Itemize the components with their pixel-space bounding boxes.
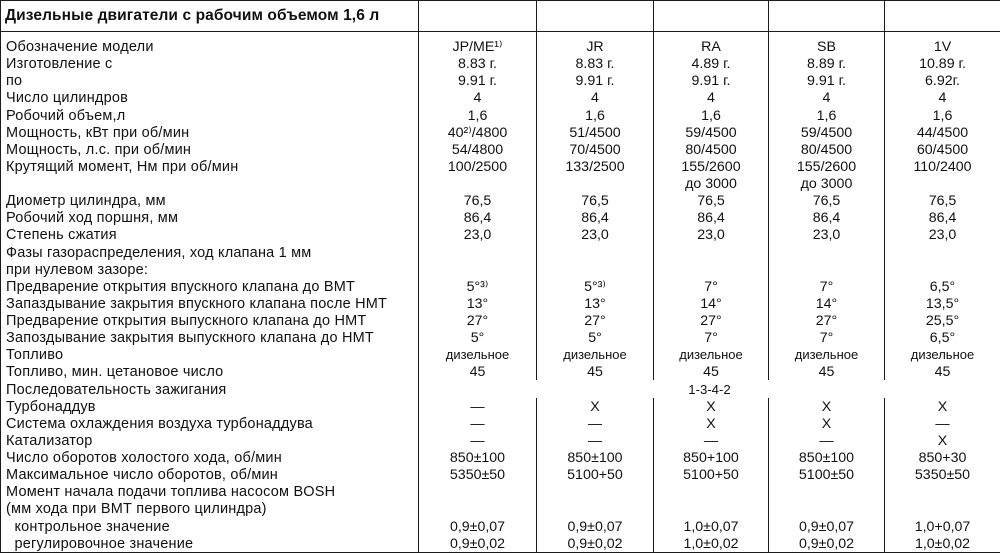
value-cell: 1,0±0,07: [654, 517, 769, 534]
value-cell: —: [885, 415, 1000, 432]
row-label: (мм хода при ВМТ первого цилиндра): [1, 500, 419, 517]
value-cell: дизельное: [769, 346, 885, 363]
value-cell: 9.91 г.: [537, 72, 654, 89]
value-cell: 4: [537, 89, 654, 106]
table-row: [1, 243, 1000, 260]
row-label: Мощность, л.с. при об/мин: [1, 141, 419, 158]
table-row: [1, 175, 1000, 192]
value-cell: [769, 243, 885, 260]
value-cell: 76,5: [885, 192, 1000, 209]
value-cell: 7°: [769, 278, 885, 295]
value-cell: X: [654, 415, 769, 432]
value-cell: 76,5: [769, 192, 885, 209]
table-title: Дизельные двигатели с рабочим объемом 1,6 л: [1, 1, 419, 32]
value-cell: [769, 483, 885, 500]
value-cell: 1,6: [537, 106, 654, 123]
value-cell: 27°: [419, 312, 537, 329]
table-row: [1, 483, 1000, 500]
value-cell: —: [419, 432, 537, 449]
value-cell: [654, 261, 769, 278]
value-cell: 59/4500: [654, 124, 769, 141]
value-cell: SB: [769, 38, 885, 55]
value-cell: [769, 261, 885, 278]
value-cell: 5100+50: [537, 466, 654, 483]
value-cell: 14°: [769, 295, 885, 312]
value-cell: X: [885, 398, 1000, 415]
value-cell: 5°: [419, 329, 537, 346]
value-cell: 0,9±0,02: [769, 535, 885, 553]
value-cell: 0,9±0,07: [419, 517, 537, 534]
value-cell: 76,5: [654, 192, 769, 209]
value-cell: 9.91 г.: [654, 72, 769, 89]
value-cell: 0,9±0,07: [769, 517, 885, 534]
value-cell: 1,6: [885, 106, 1000, 123]
value-cell: [654, 243, 769, 260]
table-row: [1, 89, 1000, 106]
value-cell: до 3000: [654, 175, 769, 192]
value-cell: дизельное: [654, 346, 769, 363]
value-cell: дизельное: [885, 346, 1000, 363]
row-label: при нулевом зазоре:: [1, 261, 419, 278]
value-cell: 45: [419, 363, 537, 380]
value-cell: 51/4500: [537, 124, 654, 141]
value-cell: 13°: [537, 295, 654, 312]
value-cell: [419, 500, 537, 517]
value-cell: [537, 500, 654, 517]
row-label: Изготовление с: [1, 55, 419, 72]
table-row: [1, 106, 1000, 123]
value-cell: 4: [654, 89, 769, 106]
value-cell: 8.83 г.: [419, 55, 537, 72]
value-cell: [419, 243, 537, 260]
row-label: Фазы газораспределения, ход клапана 1 мм: [1, 243, 419, 260]
value-cell: 80/4500: [769, 141, 885, 158]
value-cell: до 3000: [769, 175, 885, 192]
value-cell: 8.89 г.: [769, 55, 885, 72]
row-label: Максимальное число оборотов, об/мин: [1, 466, 419, 483]
value-cell: 23,0: [419, 226, 537, 243]
value-cell: —: [537, 432, 654, 449]
header-cell: [419, 1, 537, 32]
row-label: Топливо, мин. цетановое число: [1, 363, 419, 380]
value-cell: 27°: [769, 312, 885, 329]
row-label: Запаздывание закрытия впускного клапана после НМТ: [1, 295, 419, 312]
value-cell: дизельное: [419, 346, 537, 363]
table-row: [1, 278, 1000, 295]
value-cell: 4.89 г.: [654, 55, 769, 72]
value-cell: 5100+50: [654, 466, 769, 483]
value-cell: 7°: [654, 329, 769, 346]
row-label: Момент начала подачи топлива насосом BOSH: [1, 483, 419, 500]
value-cell: X: [885, 432, 1000, 449]
value-cell: 1,6: [654, 106, 769, 123]
table-row: [1, 363, 1000, 380]
table-row: [1, 295, 1000, 312]
value-cell: 5°: [537, 329, 654, 346]
value-cell: 850±100: [769, 449, 885, 466]
table-row: [1, 346, 1000, 363]
value-cell: 1,0±0,02: [654, 535, 769, 553]
value-cell: 59/4500: [769, 124, 885, 141]
table-row: [1, 192, 1000, 209]
value-cell: 6.92г.: [885, 72, 1000, 89]
value-cell: 45: [769, 363, 885, 380]
table-row: [1, 449, 1000, 466]
value-cell: [419, 483, 537, 500]
row-label: Обозначение модели: [1, 38, 419, 55]
table-row: [1, 124, 1000, 141]
value-cell: [885, 175, 1000, 192]
value-cell: 1,6: [419, 106, 537, 123]
value-cell: 45: [885, 363, 1000, 380]
value-cell: 4: [885, 89, 1000, 106]
value-cell: 5350±50: [419, 466, 537, 483]
value-cell: 6,5°: [885, 329, 1000, 346]
value-cell: дизельное: [537, 346, 654, 363]
table-row: [1, 209, 1000, 226]
value-cell: 5°³⁾: [537, 278, 654, 295]
value-cell: X: [654, 398, 769, 415]
value-cell: [537, 261, 654, 278]
value-cell: 27°: [537, 312, 654, 329]
value-cell: 9.91 г.: [769, 72, 885, 89]
table-row: [1, 398, 1000, 415]
row-label: контрольное значение: [1, 517, 419, 534]
value-cell: 133/2500: [537, 158, 654, 175]
row-label: Катализатор: [1, 432, 419, 449]
value-cell: 76,5: [537, 192, 654, 209]
row-label: Предварение открытия выпускного клапана до НМТ: [1, 312, 419, 329]
row-label: [1, 175, 419, 192]
value-cell: RA: [654, 38, 769, 55]
value-cell: [769, 500, 885, 517]
value-cell: [885, 243, 1000, 260]
value-cell: [537, 243, 654, 260]
value-cell: —: [769, 432, 885, 449]
header-cell: [654, 1, 769, 32]
value-cell: [885, 500, 1000, 517]
value-cell: [537, 483, 654, 500]
table-row: [1, 500, 1000, 517]
value-cell: 23,0: [885, 226, 1000, 243]
value-cell: JP/ME¹⁾: [419, 38, 537, 55]
value-cell: 25,5°: [885, 312, 1000, 329]
value-cell: 5100±50: [769, 466, 885, 483]
value-cell: [885, 483, 1000, 500]
value-cell: 76,5: [419, 192, 537, 209]
value-cell: 0,9±0,02: [537, 535, 654, 553]
row-label: Крутящий момент, Нм при об/мин: [1, 158, 419, 175]
value-cell: 5°³⁾: [419, 278, 537, 295]
value-cell: 45: [537, 363, 654, 380]
row-label: регулировочное значение: [1, 535, 419, 553]
table-row: [1, 55, 1000, 72]
value-cell: 110/2400: [885, 158, 1000, 175]
table-row: [1, 141, 1000, 158]
row-label: Число цилиндров: [1, 89, 419, 106]
value-cell: 13°: [419, 295, 537, 312]
value-cell: 155/2600: [769, 158, 885, 175]
value-cell: 850+100: [654, 449, 769, 466]
spec-table-body: [1, 1, 1000, 553]
table-row: [1, 158, 1000, 175]
value-cell: [654, 483, 769, 500]
value-cell: 14°: [654, 295, 769, 312]
value-cell: —: [419, 415, 537, 432]
value-cell: X: [769, 398, 885, 415]
value-cell: X: [769, 415, 885, 432]
value-cell: 1,0+0,07: [885, 517, 1000, 534]
value-cell: 1V: [885, 38, 1000, 55]
value-cell: [885, 261, 1000, 278]
value-cell: 5350±50: [885, 466, 1000, 483]
table-row: [1, 535, 1000, 553]
table-title-row: [1, 1, 1000, 32]
value-cell: 4: [769, 89, 885, 106]
value-cell: 850±100: [537, 449, 654, 466]
value-cell: 8.83 г.: [537, 55, 654, 72]
row-label: Робочий ход поршня, мм: [1, 209, 419, 226]
table-row: [1, 72, 1000, 89]
table-row: [1, 312, 1000, 329]
value-cell: 80/4500: [654, 141, 769, 158]
table-row: [1, 415, 1000, 432]
table-row: [1, 517, 1000, 534]
table-row: [1, 261, 1000, 278]
value-cell: [419, 175, 537, 192]
header-cell: [537, 1, 654, 32]
row-label: Предварение открытия впускного клапана до ВМТ: [1, 278, 419, 295]
value-cell: 13,5°: [885, 295, 1000, 312]
value-cell: 70/4500: [537, 141, 654, 158]
value-cell: 6,5°: [885, 278, 1000, 295]
value-cell: 44/4500: [885, 124, 1000, 141]
row-label: Степень сжатия: [1, 226, 419, 243]
row-label: Диометр цилиндра, мм: [1, 192, 419, 209]
header-cell: [885, 1, 1000, 32]
value-cell: 7°: [769, 329, 885, 346]
row-label: Последовательность зажигания: [1, 380, 419, 397]
value-cell: 7°: [654, 278, 769, 295]
value-cell: 86,4: [885, 209, 1000, 226]
row-label: Топливо: [1, 346, 419, 363]
value-cell: 23,0: [654, 226, 769, 243]
value-cell: [654, 500, 769, 517]
row-label: Турбонаддув: [1, 398, 419, 415]
merged-value-cell: 1-3-4-2: [419, 380, 1000, 397]
value-cell: 1,0±0,02: [885, 535, 1000, 553]
value-cell: 850±100: [419, 449, 537, 466]
value-cell: 0,9±0,02: [419, 535, 537, 553]
value-cell: 4: [419, 89, 537, 106]
value-cell: 155/2600: [654, 158, 769, 175]
table-row: [1, 380, 1000, 397]
row-label: по: [1, 72, 419, 89]
value-cell: 45: [654, 363, 769, 380]
table-row: [1, 432, 1000, 449]
value-cell: 86,4: [769, 209, 885, 226]
value-cell: 60/4500: [885, 141, 1000, 158]
table-row: [1, 466, 1000, 483]
row-label: Система охлаждения воздуха турбонаддува: [1, 415, 419, 432]
value-cell: 54/4800: [419, 141, 537, 158]
value-cell: 23,0: [769, 226, 885, 243]
row-label: Мощность, кВт при об/мин: [1, 124, 419, 141]
value-cell: 0,9±0,07: [537, 517, 654, 534]
value-cell: 86,4: [419, 209, 537, 226]
table-row: [1, 329, 1000, 346]
value-cell: [537, 175, 654, 192]
table-row: [1, 38, 1000, 55]
value-cell: 9.91 г.: [419, 72, 537, 89]
table-row: [1, 226, 1000, 243]
row-label: Робочий объем,л: [1, 106, 419, 123]
value-cell: —: [654, 432, 769, 449]
value-cell: 1,6: [769, 106, 885, 123]
value-cell: JR: [537, 38, 654, 55]
value-cell: —: [419, 398, 537, 415]
row-label: Запоздывание закрытия выпускного клапана до НМТ: [1, 329, 419, 346]
row-label: Число оборотов холостого хода, об/мин: [1, 449, 419, 466]
header-cell: [769, 1, 885, 32]
value-cell: 27°: [654, 312, 769, 329]
value-cell: 86,4: [537, 209, 654, 226]
value-cell: 23,0: [537, 226, 654, 243]
value-cell: [419, 261, 537, 278]
value-cell: —: [537, 415, 654, 432]
value-cell: 40²⁾/4800: [419, 124, 537, 141]
value-cell: 850+30: [885, 449, 1000, 466]
value-cell: 100/2500: [419, 158, 537, 175]
value-cell: 86,4: [654, 209, 769, 226]
value-cell: X: [537, 398, 654, 415]
value-cell: 10.89 г.: [885, 55, 1000, 72]
